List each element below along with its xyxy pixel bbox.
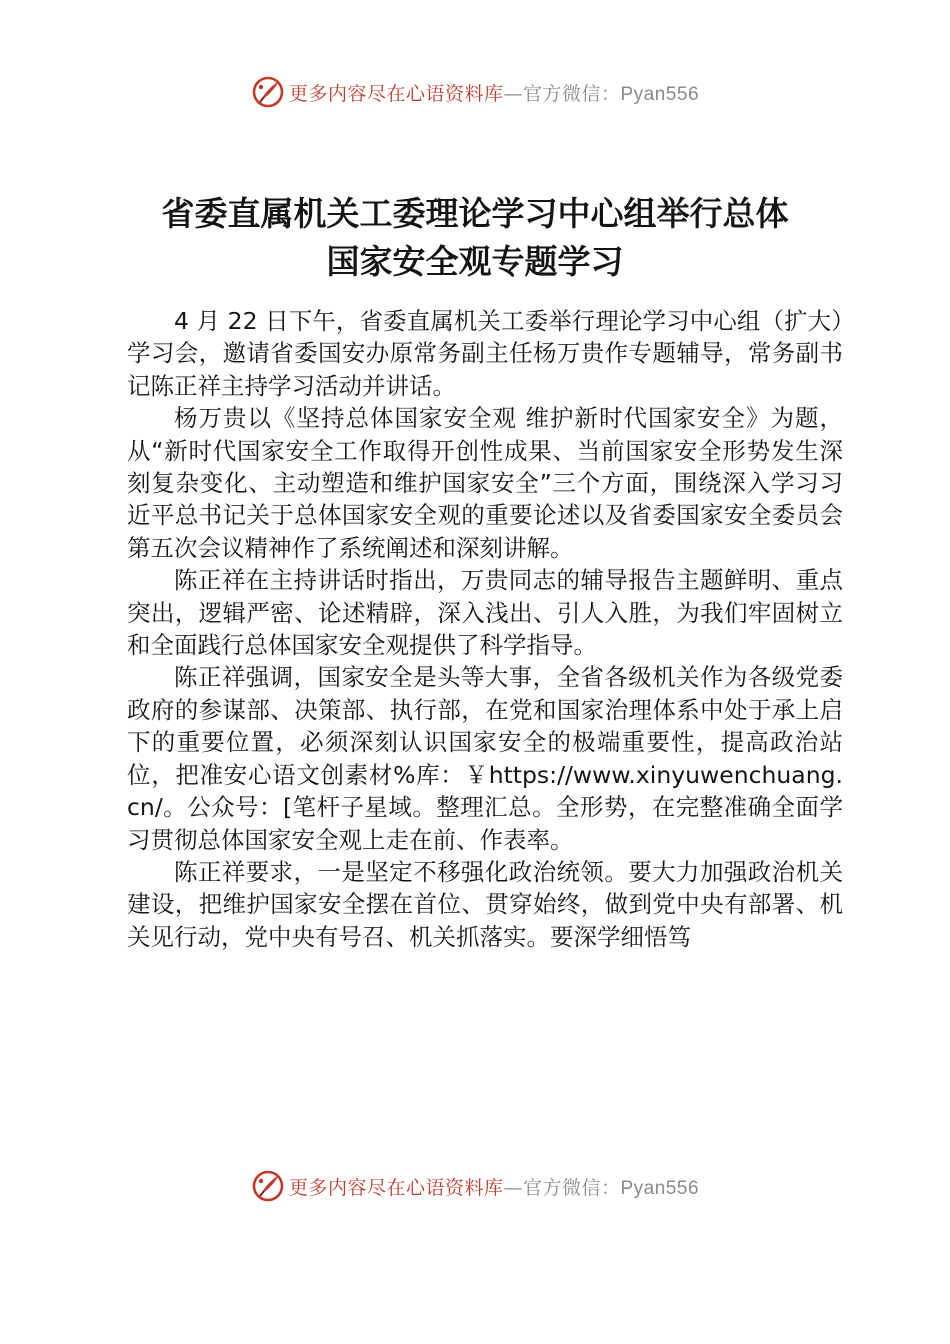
banner-wechat-id: Pyan556 xyxy=(620,83,700,105)
title-line-1: 省委直属机关工委理论学习中心组举行总体 xyxy=(161,194,789,234)
banner-text-red: 更多内容尽在心语资料库 xyxy=(288,1176,504,1199)
banner-text-gray: —官方微信： xyxy=(503,1176,621,1199)
article-body xyxy=(127,305,843,953)
paragraph-1: 4 月 22 日下午，省委直属机关工委举行理论学习中心组（扩大）学习会，邀请省委国安办原常务副主任杨万贵作专题辅导，常务副书记陈正祥主持学习活动并讲话。 xyxy=(127,307,843,400)
document-title xyxy=(60,190,890,286)
paragraph-5: 陈正祥要求，一是坚定不移强化政治统领。要大力加强政治机关建设，把维护国家安全摆在首位、贯穿始终，做到党中央有部署、机关见行动，党中央有号召、机关抓落实。要深学细悟笃 xyxy=(127,857,843,951)
banner-text-red: 更多内容尽在心语资料库 xyxy=(288,82,504,105)
banner-text xyxy=(289,1173,699,1200)
quill-pen-logo-icon xyxy=(251,1169,285,1203)
title-line-2: 国家安全观专题学习 xyxy=(326,242,624,282)
banner-text xyxy=(289,79,699,106)
banner-text-gray: —官方微信： xyxy=(503,82,621,105)
header-watermark-banner xyxy=(0,72,950,112)
paragraph-2: 杨万贵以《坚持总体国家安全观 维护新时代国家安全》为题，从“新时代国家安全工作取得开创性成果、当前国家安全形势发生深刻复杂变化、主动塑造和维护国家安全”三个方面，围绕深入学习习近平总书记关于总体国家安全观的重要论述以及省委国家安全委员会第五次会议精神作了系统阐述和深刻讲解。 xyxy=(127,404,843,562)
paragraph-3: 陈正祥在主持讲话时指出，万贵同志的辅导报告主题鲜明、重点突出，逻辑严密、论述精辟，深入浅出、引人入胜，为我们牢固树立和全面践行总体国家安全观提供了科学指导。 xyxy=(127,566,843,660)
paragraph-4: 陈正祥强调，国家安全是头等大事，全省各级机关作为各级党委政府的参谋部、决策部、执行部，在党和国家治理体系中处于承上启下的重要位置，必须深刻认识国家安全的极端重要性，提高政治站位，把准安心语文创素材%库：￥https://www.xinyuwenchuang.cn/。公众号：[笔杆子星域。整理汇总。全形势，在完整准确全面学习贯彻总体国家安全观上走在前、作表率。 xyxy=(127,663,843,854)
quill-pen-logo-icon xyxy=(251,75,285,109)
banner-wechat-id: Pyan556 xyxy=(620,1177,700,1199)
footer-watermark-banner xyxy=(0,1166,950,1206)
